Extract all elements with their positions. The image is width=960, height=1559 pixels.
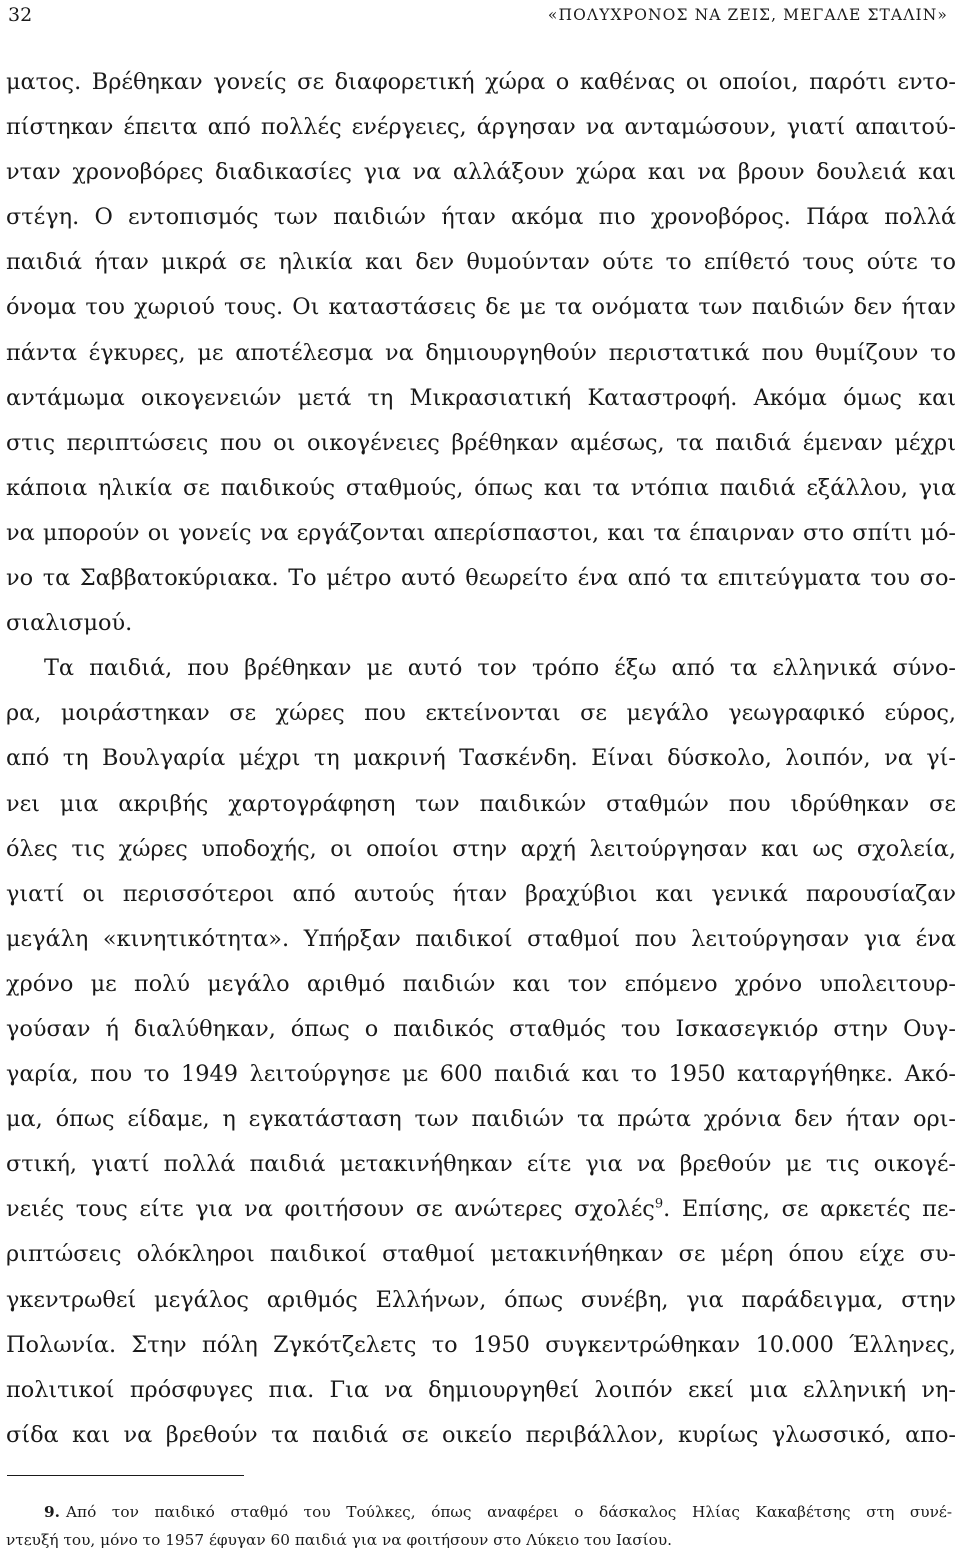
text-line: νταν χρονοβόρες διαδικασίες για να αλλάξουν χώρα και να βρουν δουλειά και — [6, 159, 956, 186]
text-line: γούσαν ή διαλύθηκαν, όπως ο παιδικός σταθμός του Ισκασεγκιόρ στην Ουγ- — [6, 1015, 956, 1042]
footnote-text: Από τον παιδικό σταθμό του Τούλκες, όπως αναφέρει ο δάσκαλος Ηλίας Κακαβέτσης στη συνέ- — [65, 1503, 952, 1521]
running-header — [8, 4, 948, 28]
text-line: μα, όπως είδαμε, η εγκατάσταση των παιδιών τα πρώτα χρόνια δεν ήταν ορι- — [6, 1106, 956, 1133]
text-line: Πολωνία. Στην πόλη Ζγκότζελετς το 1950 συγκεντρώθηκαν 10.000 Έλληνες, — [6, 1331, 956, 1358]
footnote-reference[interactable]: 9 — [654, 1196, 664, 1212]
paragraph-end-line: σιαλισμού. — [6, 610, 133, 637]
text-line: να μπορούν οι γονείς να εργάζονται απερίσπαστοι, και τα έπαιρναν στο σπίτι μό- — [6, 519, 956, 546]
running-title: «ΠΟΛΥΧΡΟΝΟΣ ΝΑ ΖΕΙΣ, ΜΕΓΑΛΕ ΣΤΑΛΙΝ» — [547, 6, 948, 24]
text-line: σίδα και να βρεθούν τα παιδιά σε οικείο περιβάλλον, κυρίως γλωσσικό, απο- — [6, 1421, 956, 1448]
text-line: παιδιά ήταν μικρά σε ηλικία και δεν θυμούνταν ούτε το επίθετό τους ούτε το — [6, 249, 956, 276]
text-line: νο τα Σαββατοκύριακα. Το μέτρο αυτό θεωρείτο ένα από τα επιτεύγματα του σο- — [6, 565, 956, 592]
text-line: πίστηκαν έπειτα από πολλές ενέργειες, άργησαν να ανταμώσουν, γιατί απαιτού- — [6, 114, 956, 141]
text-line: από τη Βουλγαρία μέχρι τη μακρινή Τασκένδη. Είναι δύσκολο, λοιπόν, να γί- — [6, 745, 956, 772]
paragraph-start-line: Τα παιδιά, που βρέθηκαν με αυτό τον τρόπο έξω από τα ελληνικά σύνο- — [44, 655, 956, 682]
page-number: 32 — [8, 4, 33, 26]
main-text — [6, 60, 956, 1458]
footnotes — [6, 1498, 952, 1554]
text-line: όνομα του χωριού τους. Οι καταστάσεις δε με τα ονόματα των παιδιών δεν ήταν — [6, 294, 956, 321]
footnote-line: ντευξή του, μόνο το 1957 έφυγαν 60 παιδιά για να φοιτήσουν στο Λύκειο του Ιασίου. — [6, 1531, 673, 1549]
text-line: κάποια ηλικία σε παιδικούς σταθμούς, όπως και τα ντόπια παιδιά εξάλλου, για — [6, 474, 956, 501]
text-line: μεγάλη «κινητικότητα». Υπήρξαν παιδικοί σταθμοί που λειτούργησαν για ένα — [6, 925, 956, 952]
text-line: γαρία, που το 1949 λειτούργησε με 600 παιδιά και το 1950 καταργήθηκε. Ακό- — [6, 1061, 956, 1088]
text-line-with-footnote — [6, 1187, 956, 1232]
text-segment: νειές τους είτε για να φοιτήσουν σε ανώτερες σχολές — [6, 1196, 655, 1223]
footnote-separator — [7, 1475, 244, 1476]
text-line: ρα, μοιράστηκαν σε χώρες που εκτείνονται σε μεγάλο γεωγραφικό εύρος, — [6, 700, 956, 727]
text-line: στέγη. Ο εντοπισμός των παιδιών ήταν ακόμα πιο χρονοβόρος. Πάρα πολλά — [6, 204, 956, 231]
footnote-number: 9. — [44, 1503, 60, 1521]
text-segment: . Επίσης, σε αρκετές πε- — [663, 1196, 956, 1223]
text-line: αντάμωμα οικογενειών μετά τη Μικρασιατική Καταστροφή. Ακόμα όμως και — [6, 384, 956, 411]
text-line: όλες τις χώρες υποδοχής, οι οποίοι στην αρχή λειτούργησαν και ως σχολεία, — [6, 835, 956, 862]
text-line: ριπτώσεις ολόκληροι παιδικοί σταθμοί μετακινήθηκαν σε μέρη όπου είχε συ- — [6, 1241, 956, 1268]
text-line: γιατί οι περισσότεροι από αυτούς ήταν βραχύβιοι και γενικά παρουσίαζαν — [6, 880, 956, 907]
footnote-line — [6, 1498, 952, 1526]
text-line: πάντα έγκυρες, με αποτέλεσμα να δημιουργηθούν περιστατικά που θυμίζουν το — [6, 339, 956, 366]
text-line: στις περιπτώσεις που οι οικογένειες βρέθηκαν αμέσως, τα παιδιά έμεναν μέχρι — [6, 429, 956, 456]
text-line: στική, γιατί πολλά παιδιά μετακινήθηκαν είτε για να βρεθούν με τις οικογέ- — [6, 1151, 956, 1178]
text-line: γκεντρωθεί μεγάλος αριθμός Ελλήνων, όπως συνέβη, για παράδειγμα, στην — [6, 1286, 956, 1313]
text-line: νει μια ακριβής χαρτογράφηση των παιδικών σταθμών που ιδρύθηκαν σε — [6, 790, 956, 817]
text-line: χρόνο με πολύ μεγάλο αριθμό παιδιών και τον επόμενο χρόνο υπολειτουρ- — [6, 970, 956, 997]
text-line: ματος. Βρέθηκαν γονείς σε διαφορετική χώρα ο καθένας οι οποίοι, παρότι εντο- — [6, 69, 956, 95]
text-line: πολιτικοί πρόσφυγες πια. Για να δημιουργηθεί λοιπόν εκεί μια ελληνική νη- — [6, 1376, 956, 1403]
